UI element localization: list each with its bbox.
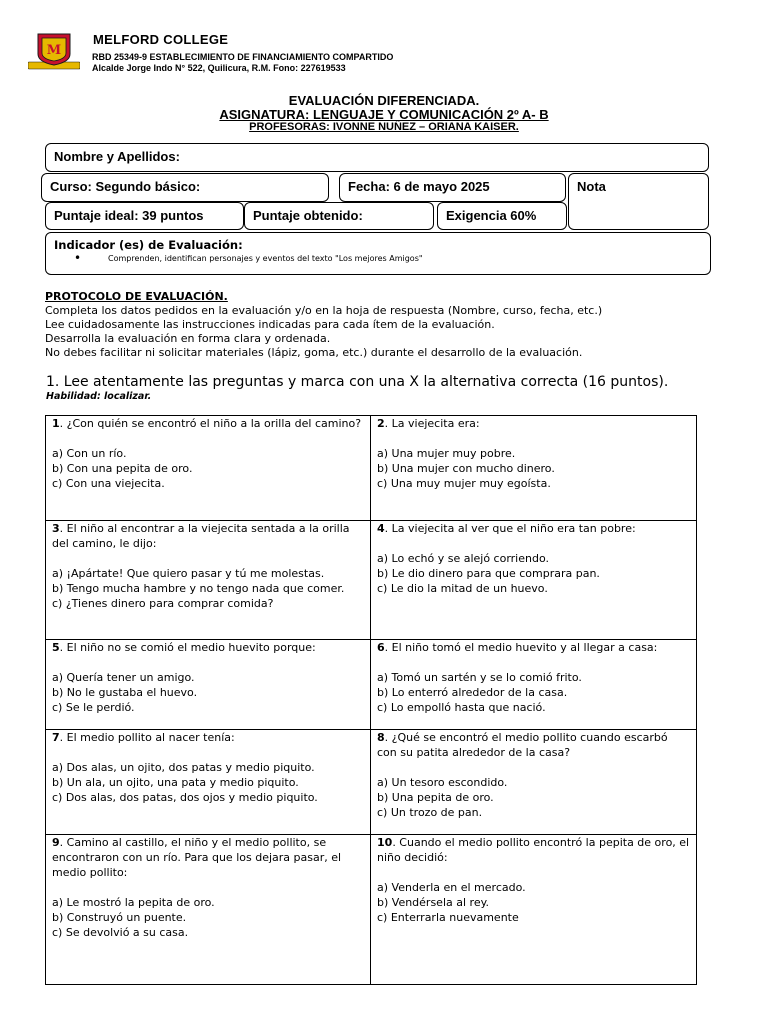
subject-title: ASIGNATURA: LENGUAJE Y COMUNICACIÓN 2º A- B (219, 107, 549, 122)
question-cell: 7. El medio pollito al nacer tenía: a) Dos alas, un ojito, dos patas y medio piquito. b) Un ala, un ojito, una pata y medio piquito. c) Dos alas, dos patas, dos ojos y medio piquito. (46, 730, 371, 835)
page-title: EVALUACIÓN DIFERENCIADA. (288, 93, 480, 108)
question-cell: 9. Camino al castillo, el niño y el medio pollito, se encontraron con un río. Para que los dejara pasar, el medio pollito: a) Le mostró la pepita de oro. b) Construyó un puente. c) Se devolvió a su casa. (46, 835, 371, 985)
course-label: Curso: Segundo básico: (50, 179, 201, 194)
teachers-title: PROFESORAS: IVONNE NUÑEZ – ORIANA KAISER. (249, 121, 519, 133)
option-c[interactable]: c) Con una viejecita. (52, 477, 165, 490)
date-field-box[interactable] (339, 173, 566, 202)
option-a[interactable]: a) Una mujer muy pobre. (377, 447, 516, 460)
question-cell: 5. El niño no se comió el medio huevito porque: a) Quería tener un amigo. b) No le gustaba el huevo. c) Se le perdió. (46, 640, 371, 730)
svg-text:M: M (46, 43, 62, 58)
table-row (46, 416, 697, 521)
questions-table (45, 415, 697, 985)
option-c[interactable]: c) Un trozo de pan. (377, 806, 483, 819)
option-b[interactable]: b) Una mujer con mucho dinero. (377, 462, 555, 475)
ideal-score-label: Puntaje ideal: 39 puntos (54, 208, 204, 223)
school-address-line: Alcalde Jorge Indo N° 522, Quilicura, R.M. Fono: 227619533 (92, 63, 346, 73)
school-rbd-line: RBD 25349-9 ESTABLECIMIENTO DE FINANCIAMIENTO COMPARTIDO (92, 52, 394, 62)
requirement-label: Exigencia 60% (446, 208, 537, 223)
option-c[interactable]: c) Una muy mujer muy egoísta. (377, 477, 551, 490)
bullet-icon: • (74, 251, 82, 265)
option-a[interactable]: a) Lo echó y se alejó corriendo. (377, 552, 549, 565)
obtained-score-box[interactable] (244, 202, 434, 230)
table-row (46, 521, 697, 640)
table-row (46, 730, 697, 835)
option-c[interactable]: c) ¿Tienes dinero para comprar comida? (52, 597, 274, 610)
obtained-score-label: Puntaje obtenido: (253, 208, 363, 223)
question-cell: 2. La viejecita era: a) Una mujer muy pobre. b) Una mujer con mucho dinero. c) Una muy mujer muy egoísta. (371, 416, 697, 521)
option-a[interactable]: a) ¡Apártate! Que quiero pasar y tú me molestas. (52, 567, 325, 580)
protocol-section (45, 290, 685, 360)
indicator-box (45, 232, 711, 275)
question-cell: 6. El niño tomó el medio huevito y al llegar a casa: a) Tomó un sartén y se lo comió frito. b) Lo enterró alrededor de la casa. c) Lo empolló hasta que nació. (371, 640, 697, 730)
indicator-label: Indicador (es) de Evaluación: (54, 238, 243, 252)
protocol-line: Completa los datos pedidos en la evaluación y/o en la hoja de respuesta (Nombre, curso, fecha, etc.) (45, 304, 603, 317)
protocol-line: Desarrolla la evaluación en forma clara y ordenada. (45, 332, 331, 345)
ideal-score-box (45, 202, 244, 230)
option-b[interactable]: b) Vendérsela al rey. (377, 896, 490, 909)
table-row (46, 640, 697, 730)
section-instruction: 1. Lee atentamente las preguntas y marca con una X la alternativa correcta (16 puntos). (46, 374, 669, 390)
option-c[interactable]: c) Dos alas, dos patas, dos ojos y medio piquito. (52, 791, 318, 804)
question-cell: 3. El niño al encontrar a la viejecita sentada a la orilla del camino, le dijo: a) ¡Apártate! Que quiero pasar y tú me molestas. b) Tengo mucha hambre y no tengo nada que comer. c) ¿Tienes dinero para comprar comida? (46, 521, 371, 640)
grade-label: Nota (577, 179, 606, 194)
grade-field-box[interactable] (568, 173, 709, 230)
question-cell: 10. Cuando el medio pollito encontró la pepita de oro, el niño decidió: a) Venderla en el mercado. b) Vendérsela al rey. c) Enterrarla nuevamente (371, 835, 697, 985)
option-c[interactable]: c) Se le perdió. (52, 701, 135, 714)
protocol-line: Lee cuidadosamente las instrucciones indicadas para cada ítem de la evaluación. (45, 318, 495, 331)
requirement-box (437, 202, 567, 230)
option-b[interactable]: b) Lo enterró alrededor de la casa. (377, 686, 568, 699)
option-a[interactable]: a) Con un río. (52, 447, 127, 460)
section-skill: Habilidad: localizar. (46, 391, 152, 402)
school-name: MELFORD COLLEGE (93, 32, 229, 47)
option-a[interactable]: a) Un tesoro escondido. (377, 776, 508, 789)
question-cell: 8. ¿Qué se encontró el medio pollito cuando escarbó con su patita alrededor de la casa? a) Un tesoro escondido. b) Una pepita de oro. c) Un trozo de pan. (371, 730, 697, 835)
name-label: Nombre y Apellidos: (54, 149, 180, 164)
option-a[interactable]: a) Tomó un sartén y se lo comió frito. (377, 671, 582, 684)
option-b[interactable]: b) Tengo mucha hambre y no tengo nada que comer. (52, 582, 345, 595)
option-b[interactable]: b) Un ala, un ojito, una pata y medio piquito. (52, 776, 299, 789)
indicator-item: • Comprenden, identifican personajes y eventos del texto "Los mejores Amigos" (74, 251, 423, 265)
option-a[interactable]: a) Quería tener un amigo. (52, 671, 195, 684)
option-c[interactable]: c) Lo empolló hasta que nació. (377, 701, 546, 714)
table-row (46, 835, 697, 985)
date-label: Fecha: 6 de mayo 2025 (348, 179, 490, 194)
protocol-line: No debes facilitar ni solicitar materiales (lápiz, goma, etc.) durante el desarrollo de la evaluación. (45, 346, 583, 359)
question-cell: 1. ¿Con quién se encontró el niño a la orilla del camino? a) Con un río. b) Con una pepita de oro. c) Con una viejecita. (46, 416, 371, 521)
option-a[interactable]: a) Le mostró la pepita de oro. (52, 896, 215, 909)
name-field-box[interactable] (45, 143, 709, 172)
option-a[interactable]: a) Dos alas, un ojito, dos patas y medio piquito. (52, 761, 315, 774)
option-c[interactable]: c) Enterrarla nuevamente (377, 911, 519, 924)
option-b[interactable]: b) Construyó un puente. (52, 911, 187, 924)
option-b[interactable]: b) Le dio dinero para que comprara pan. (377, 567, 600, 580)
option-b[interactable]: b) No le gustaba el huevo. (52, 686, 198, 699)
course-field-box[interactable] (41, 173, 329, 202)
question-cell: 4. La viejecita al ver que el niño era tan pobre: a) Lo echó y se alejó corriendo. b) Le dio dinero para que comprara pan. c) Le dio la mitad de un huevo. (371, 521, 697, 640)
option-b[interactable]: b) Una pepita de oro. (377, 791, 494, 804)
school-logo (28, 32, 80, 70)
option-c[interactable]: c) Le dio la mitad de un huevo. (377, 582, 548, 595)
option-b[interactable]: b) Con una pepita de oro. (52, 462, 193, 475)
option-a[interactable]: a) Venderla en el mercado. (377, 881, 526, 894)
protocol-title: PROTOCOLO DE EVALUACIÓN. (45, 290, 228, 303)
option-c[interactable]: c) Se devolvió a su casa. (52, 926, 189, 939)
